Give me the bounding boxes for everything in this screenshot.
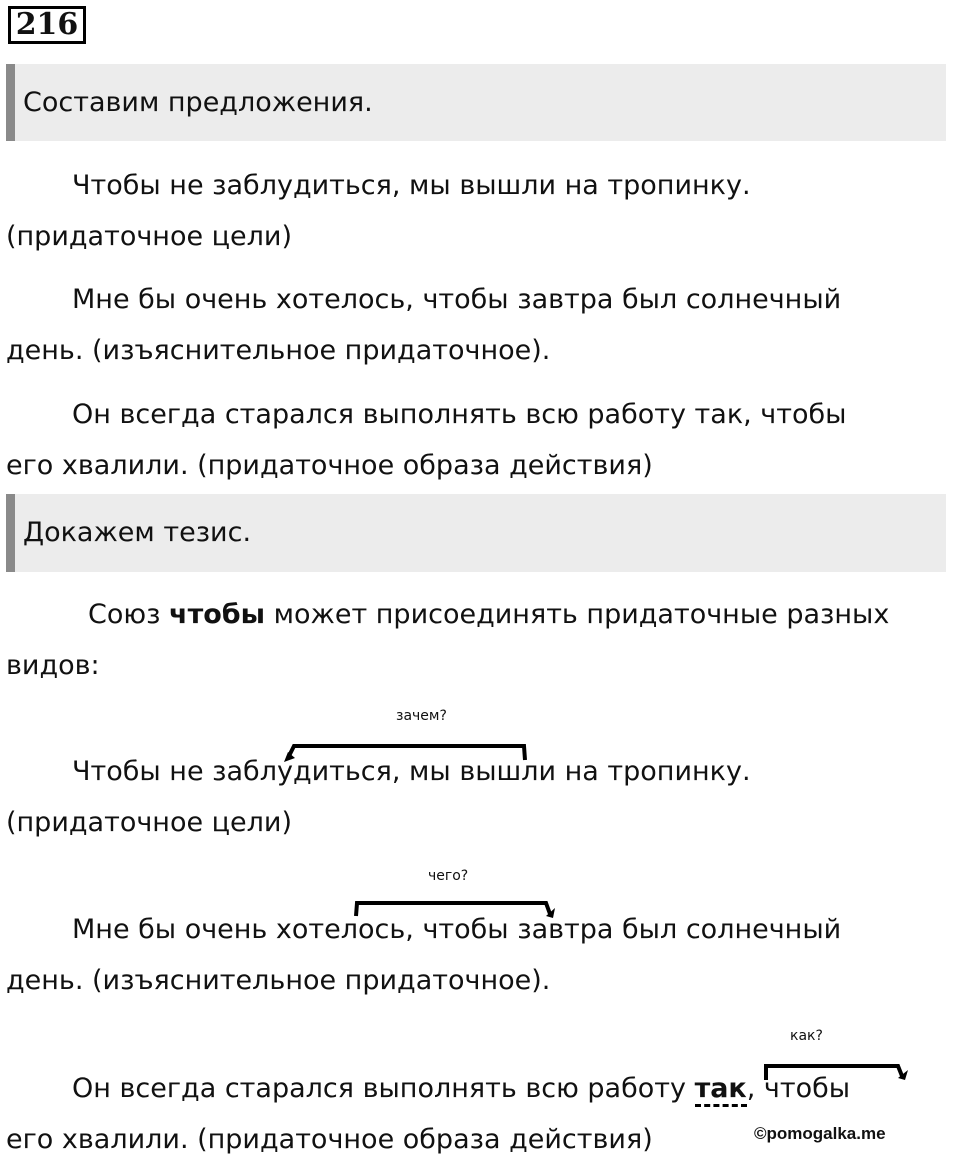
sentence-line: Он всегда старался выполнять всю работу так, чтобы <box>72 399 847 430</box>
sentence-line: Мне бы очень хотелось, чтобы завтра был солнечный <box>72 914 842 945</box>
sentence-3 <box>6 389 946 491</box>
sentence-line: Чтобы не заблудиться, мы вышли на тропинку. <box>72 170 751 201</box>
task-number: 216 <box>8 6 86 44</box>
sentence-line: его хвалили. (придаточное образа действия) <box>6 1124 653 1155</box>
sentence-line: Мне бы очень хотелось, чтобы завтра был солнечный <box>72 284 842 315</box>
question-label: зачем? <box>396 708 447 724</box>
analysis-sentence-3 <box>6 1063 946 1165</box>
sentence-line: (придаточное цели) <box>6 221 292 252</box>
sentence-line: его хвалили. (придаточное образа действия) <box>6 450 653 481</box>
sentence-1 <box>6 160 946 262</box>
watermark: ©pomogalka.me <box>754 1124 886 1143</box>
sentence-text: Он всегда старался выполнять всю работу <box>72 1073 695 1104</box>
thesis-text: Союз <box>88 599 170 630</box>
tak-word: так <box>695 1073 747 1107</box>
section-title: Составим предложения. <box>23 87 373 118</box>
sentence-line: день. (изъяснительное придаточное). <box>6 335 551 366</box>
sentence-text: , чтобы <box>746 1073 851 1104</box>
question-label: чего? <box>428 868 469 884</box>
section-heading-compose <box>6 64 946 141</box>
question-label: как? <box>790 1028 823 1044</box>
thesis-paragraph <box>6 589 946 691</box>
thesis-text: может присоединять придаточные разных <box>265 599 890 630</box>
thesis-bold-word: чтобы <box>169 599 266 630</box>
analysis-sentence-2 <box>6 904 946 1006</box>
sentence-2 <box>6 274 946 376</box>
sentence-line: (придаточное цели) <box>6 807 292 838</box>
thesis-line: видов: <box>6 650 100 681</box>
section-heading-prove <box>6 494 946 572</box>
sentence-line: Чтобы не заблудиться, мы вышли на тропинку. <box>72 756 751 787</box>
sentence-line: день. (изъяснительное придаточное). <box>6 965 551 996</box>
section-title: Докажем тезис. <box>23 517 252 548</box>
analysis-sentence-1 <box>6 746 946 848</box>
